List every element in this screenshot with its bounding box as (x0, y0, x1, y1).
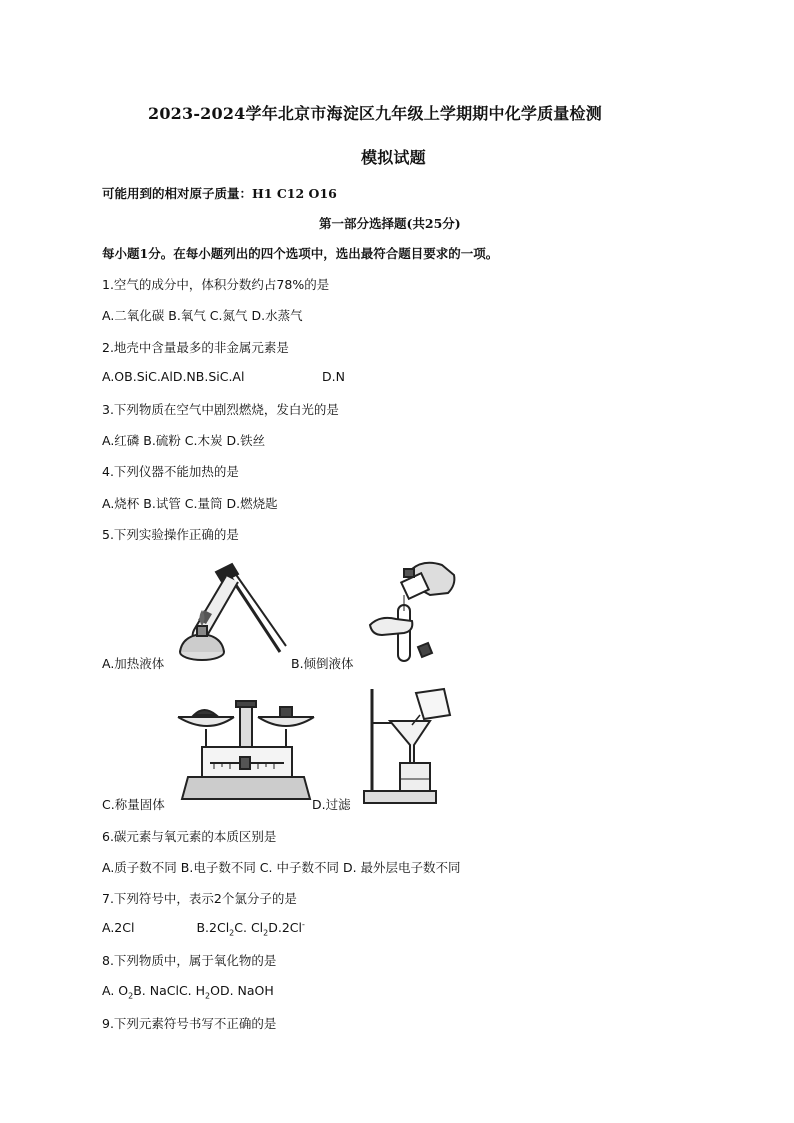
q8-option-c: C. H (178, 983, 206, 998)
q8-option-c-sub: 2 (205, 991, 211, 1001)
q3-stem: 3.下列物质在空气中剧烈燃烧，发白光的是 (102, 402, 339, 417)
q7-option-b-sub: 2 (229, 928, 235, 938)
q8-option-b: B. NaCl (133, 983, 179, 998)
q8-options (102, 983, 274, 1001)
q7-option-c-sub: 2 (263, 928, 269, 938)
q6-options: A.质子数不同 B.电子数不同 C. 中子数不同 D. 最外层电子数不同 (102, 860, 461, 875)
q2-options: A.OB.SiC.AlD.NB.SiC.Al (102, 369, 245, 384)
q8-stem: 8.下列物质中，属于氧化物的是 (102, 953, 277, 968)
q6-stem: 6.碳元素与氧元素的本质区别是 (102, 829, 277, 844)
q7-stem: 7.下列符号中，表示2个氯分子的是 (102, 891, 297, 906)
q2-option-d: D.N (322, 369, 345, 384)
atomic-mass-note: 可能用到的相对原子质量：H1 C12 O16 (102, 186, 337, 201)
q7-option-d-sup: - (302, 920, 305, 929)
filtration-figure (360, 685, 455, 807)
q1-options: A.二氧化碳 B.氧气 C.氮气 D.水蒸气 (102, 308, 303, 323)
q4-stem: 4.下列仪器不能加热的是 (102, 464, 239, 479)
q2-stem: 2.地壳中含量最多的非金属元素是 (102, 340, 289, 355)
q8-option-d: D. NaOH (219, 983, 274, 998)
q8-option-c-post: O (210, 983, 220, 998)
q5-label-b: B.倾倒液体 (291, 656, 354, 671)
q7-option-d: D.2Cl (268, 920, 303, 936)
q8-option-a-sub: 2 (128, 991, 134, 1001)
q7-options (102, 920, 305, 938)
q5-label-c: C.称量固体 (102, 797, 165, 812)
title-line-2: 模拟试题 (361, 148, 426, 167)
q7-option-c: C. Cl (234, 920, 264, 936)
heating-liquid-figure (168, 560, 293, 664)
part1-heading: 第一部分选择题(共25分) (319, 216, 461, 231)
q4-options: A.烧杯 B.试管 C.量筒 D.燃烧匙 (102, 496, 278, 511)
q5-stem: 5.下列实验操作正确的是 (102, 527, 239, 542)
q7-option-b: B.2Cl (196, 920, 230, 936)
q5-label-a: A.加热液体 (102, 656, 165, 671)
q7-option-a: A.2Cl (102, 920, 135, 936)
title-line-1: 2023-2024学年北京市海淀区九年级上学期期中化学质量检测 (148, 104, 602, 123)
q5-label-d: D.过滤 (312, 797, 351, 812)
pouring-liquid-figure (364, 555, 464, 665)
q9-stem: 9.下列元素符号书写不正确的是 (102, 1016, 277, 1031)
q1-stem: 1.空气的成分中，体积分数约占78%的是 (102, 277, 330, 292)
q8-option-a: A. O (102, 983, 129, 998)
q3-options: A.红磷 B.硫粉 C.木炭 D.铁丝 (102, 433, 266, 448)
weighing-solid-figure (170, 695, 322, 805)
instruction: 每小题1分。在每小题列出的四个选项中，选出最符合题目要求的一项。 (102, 246, 499, 261)
